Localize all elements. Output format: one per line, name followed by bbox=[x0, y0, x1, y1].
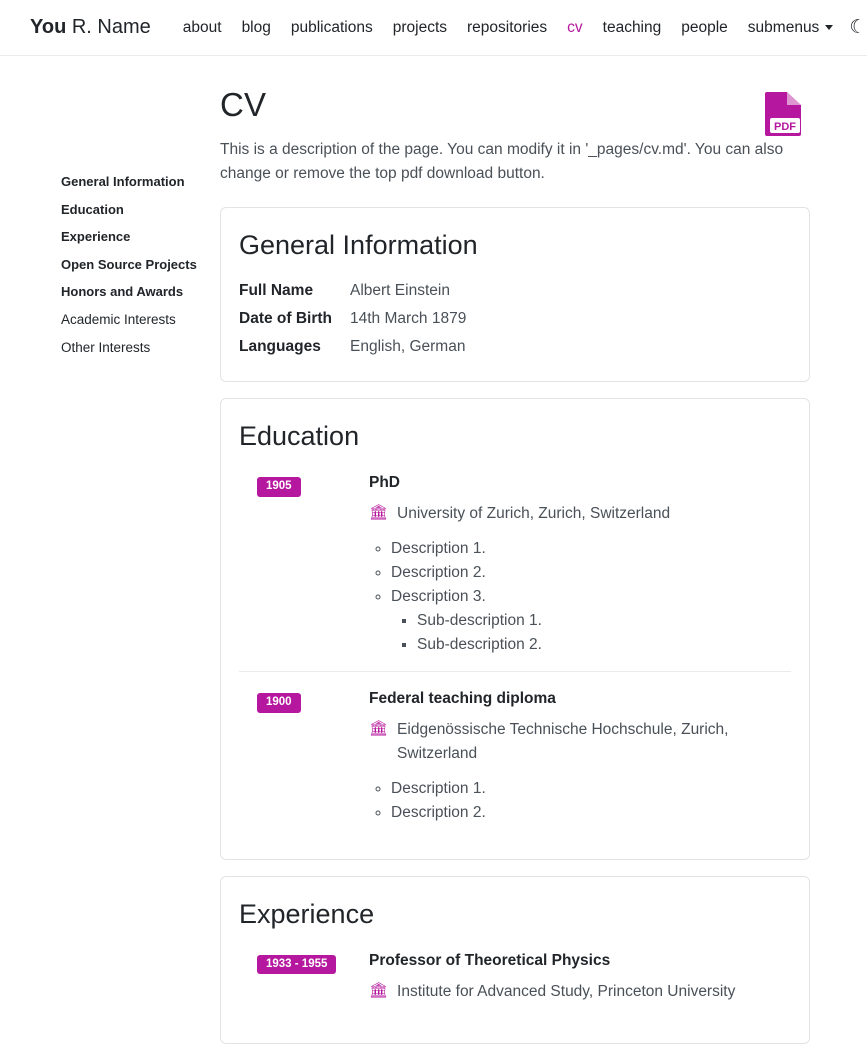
sidebar-item-experience[interactable]: Experience bbox=[61, 229, 131, 245]
entry-body bbox=[369, 474, 791, 657]
sidebar-item-academic-interests[interactable]: Academic Interests bbox=[61, 311, 176, 327]
nav-item-cv bbox=[557, 11, 593, 45]
page-header bbox=[220, 86, 810, 138]
nav-item-blog bbox=[232, 11, 281, 45]
info-value-languages: English, German bbox=[350, 338, 466, 356]
list-item: ◦ Description 2. bbox=[391, 801, 785, 825]
experience-entry bbox=[239, 946, 791, 1023]
entry-sub-description-list bbox=[391, 609, 785, 657]
entry-date-wrapper bbox=[239, 690, 369, 713]
nav-link-submenus[interactable]: submenus bbox=[738, 11, 844, 45]
sidebar-item-other-interests[interactable]: Other Interests bbox=[61, 340, 151, 356]
sidebar-toc bbox=[30, 86, 210, 362]
list-item: ▪ Sub-description 2. bbox=[417, 633, 785, 657]
entry-description-list bbox=[369, 537, 785, 657]
moon-icon[interactable]: ☾ bbox=[843, 14, 867, 41]
svg-text:PDF: PDF bbox=[774, 121, 796, 133]
entry-place bbox=[369, 718, 785, 765]
list-item-text: Description 3. bbox=[391, 588, 486, 606]
entry-date-wrapper bbox=[239, 474, 369, 497]
list-item: ◦ Description 1. bbox=[391, 537, 785, 561]
institution-icon: 🏛 bbox=[369, 504, 389, 522]
info-value-date-of-birth: 14th March 1879 bbox=[350, 310, 467, 328]
card-experience bbox=[220, 876, 810, 1044]
entry-place-text: Eidgenössische Technische Hochschule, Zurich, Switzerland bbox=[397, 721, 729, 762]
sidebar-item-education[interactable]: Education bbox=[61, 201, 124, 217]
list-item bbox=[391, 585, 785, 657]
entry-place bbox=[369, 980, 785, 1003]
general-information-table bbox=[239, 277, 466, 361]
entry-title: Professor of Theoretical Physics bbox=[369, 951, 611, 969]
info-key-full-name: Full Name bbox=[239, 282, 314, 300]
nav-link-about[interactable]: about bbox=[182, 18, 222, 36]
card-heading-experience: Experience bbox=[239, 898, 375, 929]
nav-link-cv[interactable]: cv bbox=[567, 18, 583, 36]
card-general-information bbox=[220, 207, 810, 382]
status-badge: 1900 bbox=[257, 693, 301, 713]
table-row bbox=[239, 305, 466, 333]
status-badge: 1905 bbox=[257, 477, 301, 497]
nav-item-publications bbox=[281, 11, 383, 45]
page-title: CV bbox=[220, 86, 267, 123]
page-body bbox=[0, 56, 867, 1060]
entry-description-list bbox=[369, 777, 785, 825]
entry-body bbox=[369, 690, 791, 825]
entry-date-wrapper bbox=[239, 952, 369, 975]
list-item: ▪ Sub-description 1. bbox=[417, 609, 785, 633]
table-row bbox=[239, 277, 466, 305]
entry-place-text: University of Zurich, Zurich, Switzerland bbox=[397, 505, 671, 523]
brand-bold: You bbox=[30, 16, 67, 38]
card-heading-general-information: General Information bbox=[239, 230, 478, 261]
card-education bbox=[220, 398, 810, 860]
nav-links bbox=[173, 11, 844, 45]
pdf-download-icon[interactable] bbox=[764, 90, 804, 136]
nav-link-repositories[interactable]: repositories bbox=[467, 18, 548, 36]
card-heading-education: Education bbox=[239, 421, 360, 452]
institution-icon: 🏛 bbox=[369, 981, 389, 999]
brand-rest: R. Name bbox=[66, 16, 151, 38]
main-content bbox=[210, 86, 810, 1060]
page-description: This is a description of the page. You can modify it in '_pages/cv.md'. You can also change or remove the top pdf download button. bbox=[220, 141, 784, 182]
nav-link-publications[interactable]: publications bbox=[290, 18, 373, 36]
info-key-languages: Languages bbox=[239, 338, 321, 356]
info-value-full-name: Albert Einstein bbox=[350, 282, 450, 300]
nav-item-about bbox=[173, 11, 232, 45]
site-brand[interactable] bbox=[30, 16, 151, 39]
nav-link-blog[interactable]: blog bbox=[241, 18, 271, 36]
top-navbar bbox=[0, 0, 867, 56]
nav-item-submenus bbox=[738, 11, 844, 45]
info-key-date-of-birth: Date of Birth bbox=[239, 310, 332, 328]
education-entry bbox=[239, 468, 791, 671]
entry-body bbox=[369, 952, 791, 1009]
nav-link-projects[interactable]: projects bbox=[392, 18, 448, 36]
nav-item-teaching bbox=[593, 11, 672, 45]
nav-item-people bbox=[671, 11, 738, 45]
nav-item-repositories bbox=[457, 11, 557, 45]
education-entry bbox=[239, 671, 791, 839]
entry-title: Federal teaching diploma bbox=[369, 690, 556, 708]
list-item: ◦ Description 2. bbox=[391, 561, 785, 585]
status-badge: 1933 - 1955 bbox=[257, 955, 336, 975]
sidebar-item-open-source-projects[interactable]: Open Source Projects bbox=[61, 256, 197, 272]
nav-link-people[interactable]: people bbox=[681, 18, 728, 36]
nav-item-projects bbox=[383, 11, 457, 45]
entry-place-text: Institute for Advanced Study, Princeton University bbox=[397, 982, 736, 1000]
institution-icon: 🏛 bbox=[369, 720, 389, 738]
nav-link-teaching[interactable]: teaching bbox=[602, 18, 662, 36]
entry-place bbox=[369, 502, 785, 525]
entry-title: PhD bbox=[369, 474, 400, 492]
sidebar-item-general-information[interactable]: General Information bbox=[61, 174, 185, 189]
sidebar-item-honors-and-awards[interactable]: Honors and Awards bbox=[61, 284, 184, 300]
list-item: ◦ Description 1. bbox=[391, 777, 785, 801]
table-row bbox=[239, 333, 466, 361]
